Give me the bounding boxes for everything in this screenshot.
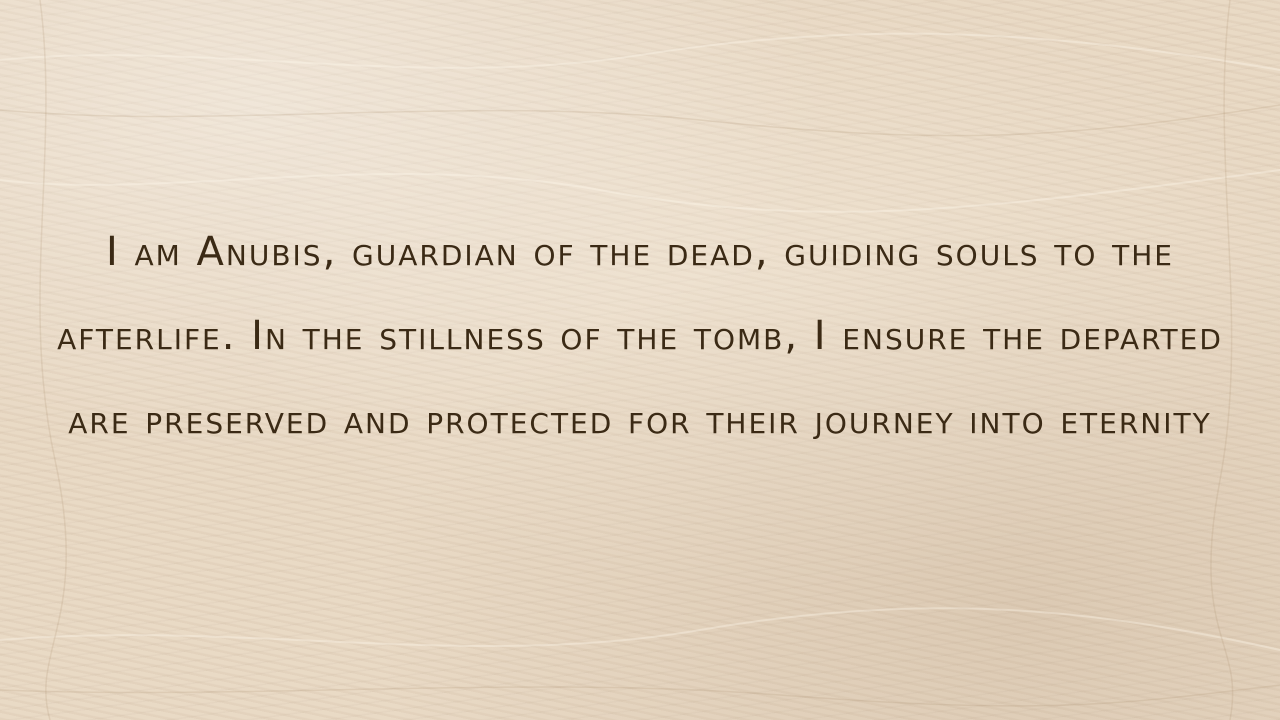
- anubis-quote: I am Anubis, guardian of the dead, guiding souls to the afterlife. In the stillness of the tomb, I ensure the departed are preserved and protected for their journey into eternity: [57, 229, 1223, 443]
- quote-container: [20, 210, 1260, 610]
